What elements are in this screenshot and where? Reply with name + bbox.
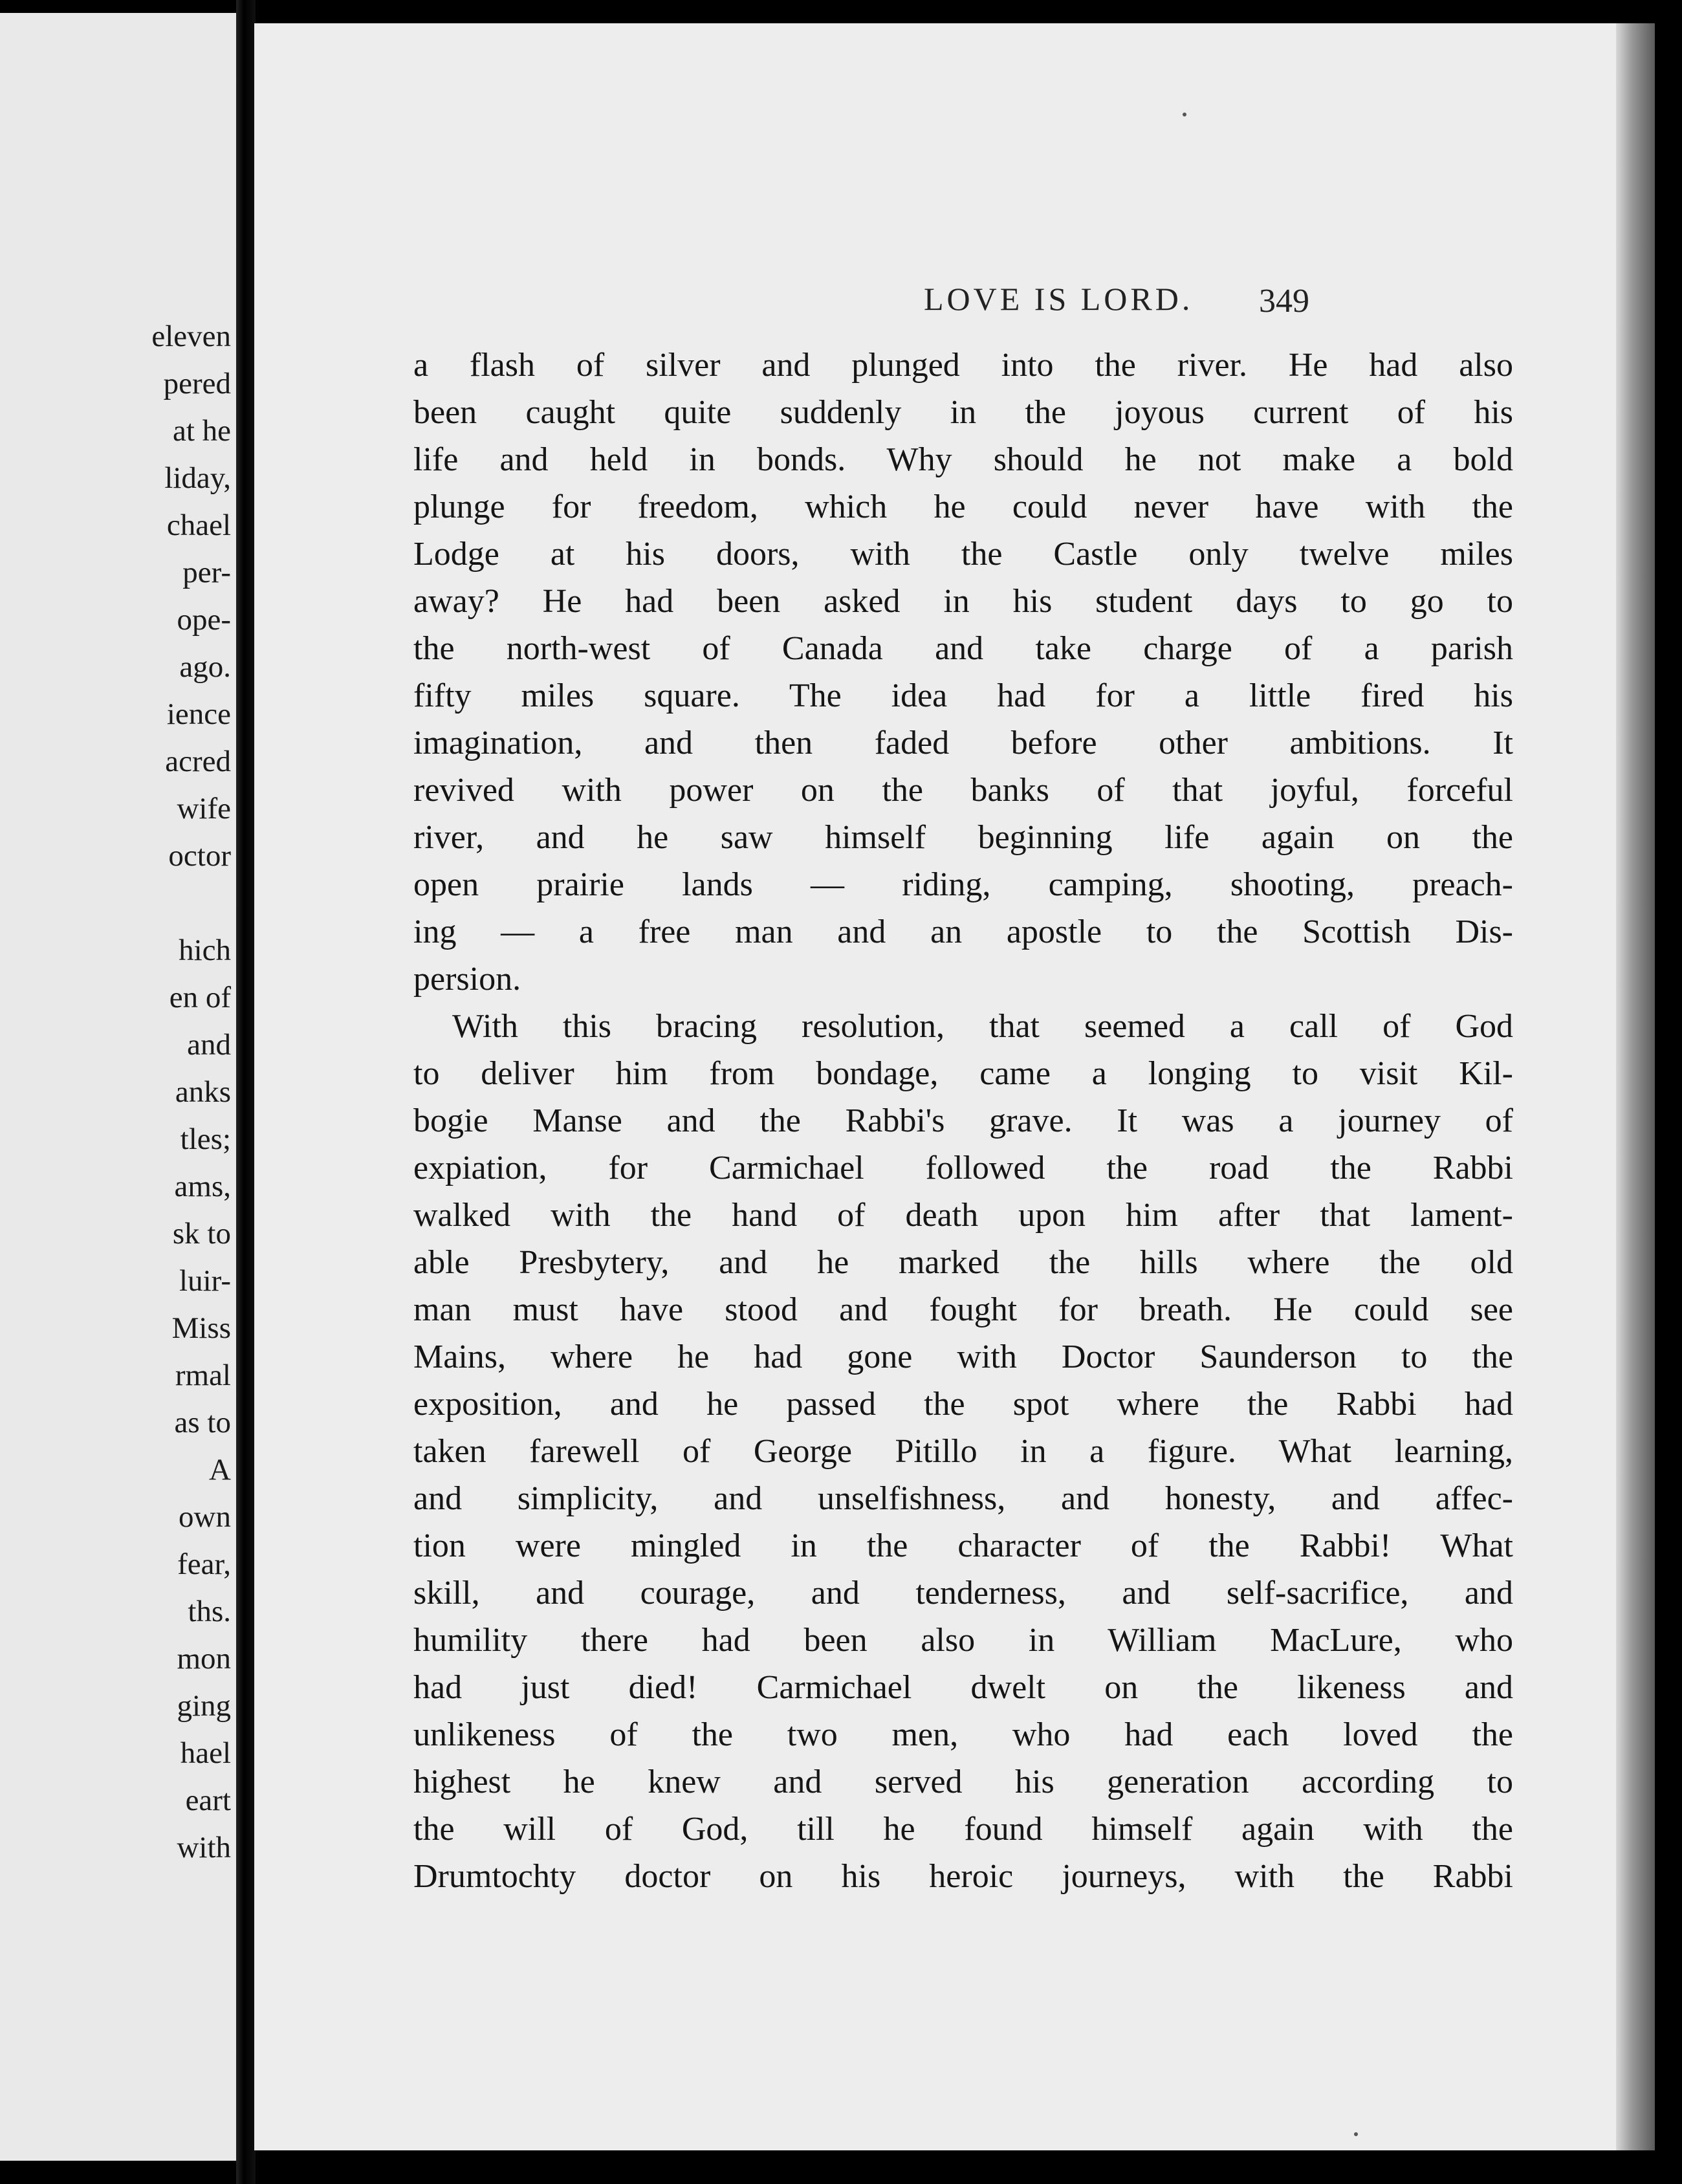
text-line: away? He had been asked in his student days to go to [413, 583, 1513, 620]
left-page-fragment: sk to [172, 1217, 231, 1250]
left-page-edge [0, 13, 236, 2161]
left-page-fragment: mon [177, 1642, 231, 1676]
text-line: Mains, where he had gone with Doctor Saunderson to the [413, 1338, 1513, 1375]
left-page-fragment: eart [185, 1784, 231, 1817]
text-line: had just died! Carmichael dwelt on the likeness and [413, 1669, 1513, 1706]
left-page-fragment: per- [182, 556, 231, 589]
left-page-fragment: ience [166, 697, 231, 731]
text-line: ing — a free man and an apostle to the Scottish Dis- [413, 913, 1513, 950]
left-page-fragment: ope- [177, 603, 231, 637]
text-line: imagination, and then faded before other ambitions. It [413, 725, 1513, 761]
left-page-fragment: eleven [151, 320, 231, 353]
left-page-fragment: hich [179, 934, 231, 967]
left-page-fragment: anks [175, 1075, 231, 1109]
page-number: 349 [1259, 283, 1309, 320]
text-line: bogie Manse and the Rabbi's grave. It was a journey of [413, 1102, 1513, 1139]
left-page-fragment: as to [174, 1406, 231, 1439]
left-page-fragment: pered [163, 367, 231, 400]
text-line: unlikeness of the two men, who had each loved the [413, 1716, 1513, 1753]
text-line: the north-west of Canada and take charge of a parish [413, 630, 1513, 667]
text-line: open prairie lands — riding, camping, shooting, preach- [413, 866, 1513, 903]
left-page-fragment: en of [169, 981, 231, 1014]
left-page-fragment: A [209, 1453, 231, 1487]
left-page-fragment: tles; [180, 1122, 231, 1156]
text-line: skill, and courage, and tenderness, and self-sacrifice, and [413, 1575, 1513, 1611]
text-line: man must have stood and fought for breath. He could see [413, 1291, 1513, 1328]
text-line: been caught quite suddenly in the joyous current of his [413, 394, 1513, 431]
text-line: able Presbytery, and he marked the hills where the old [413, 1244, 1513, 1281]
text-line: persion. [413, 961, 521, 998]
text-line: to deliver him from bondage, came a longing to visit Kil- [413, 1055, 1513, 1092]
scan-speck [1183, 113, 1186, 116]
left-page-fragment: and [187, 1028, 231, 1062]
text-line: taken farewell of George Pitillo in a figure. What learning, [413, 1433, 1513, 1470]
text-line: plunge for freedom, which he could never have with the [413, 488, 1513, 525]
text-line: highest he knew and served his generation according to [413, 1764, 1513, 1800]
text-line: life and held in bonds. Why should he not make a bold [413, 441, 1513, 478]
text-line: Drumtochty doctor on his heroic journeys, with the Rabbi [413, 1858, 1513, 1895]
book-gutter [236, 0, 256, 2184]
right-page [254, 23, 1655, 2150]
left-page-fragment: liday, [164, 461, 231, 495]
text-line: With this bracing resolution, that seemed a call of God [452, 1008, 1513, 1045]
left-page-fragment: fear, [177, 1547, 231, 1581]
left-page-fragment: luir- [179, 1264, 231, 1298]
left-page-fragment: hael [180, 1736, 231, 1770]
text-line: tion were mingled in the character of the Rabbi! What [413, 1527, 1513, 1564]
text-line: and simplicity, and unselfishness, and honesty, and affec- [413, 1480, 1513, 1517]
left-page-fragment: wife [177, 792, 231, 825]
text-line: walked with the hand of death upon him after that lament- [413, 1197, 1513, 1234]
text-line: the will of God, till he found himself again with the [413, 1811, 1513, 1848]
running-title: LOVE IS LORD. [924, 281, 1194, 317]
left-page-fragment: ago. [179, 650, 231, 684]
left-page-fragment: at he [172, 414, 231, 448]
left-page-fragment: ams, [174, 1170, 231, 1203]
text-line: expiation, for Carmichael followed the road the Rabbi [413, 1150, 1513, 1186]
left-page-fragment: ging [177, 1689, 231, 1723]
page-edge-shadow [1616, 23, 1655, 2150]
text-line: revived with power on the banks of that joyful, forceful [413, 772, 1513, 809]
left-page-fragment: own [179, 1500, 231, 1534]
left-page-fragment: chael [166, 508, 231, 542]
text-line: a flash of silver and plunged into the river. He had also [413, 347, 1513, 384]
text-line: fifty miles square. The idea had for a little fired his [413, 677, 1513, 714]
left-page-fragment: octor [168, 839, 231, 873]
body-text [413, 342, 1513, 1900]
text-line: exposition, and he passed the spot where the Rabbi had [413, 1386, 1513, 1423]
left-page-fragment: Miss [171, 1311, 231, 1345]
text-line: humility there had been also in William MacLure, who [413, 1622, 1513, 1659]
text-line: Lodge at his doors, with the Castle only twelve miles [413, 536, 1513, 573]
scan-speck [1354, 2132, 1358, 2136]
left-page-fragment: acred [165, 745, 231, 778]
left-page-fragment: with [177, 1831, 231, 1864]
text-line: river, and he saw himself beginning life again on the [413, 819, 1513, 856]
left-page-fragment: rmal [175, 1359, 231, 1392]
left-page-fragment: ths. [188, 1595, 231, 1628]
